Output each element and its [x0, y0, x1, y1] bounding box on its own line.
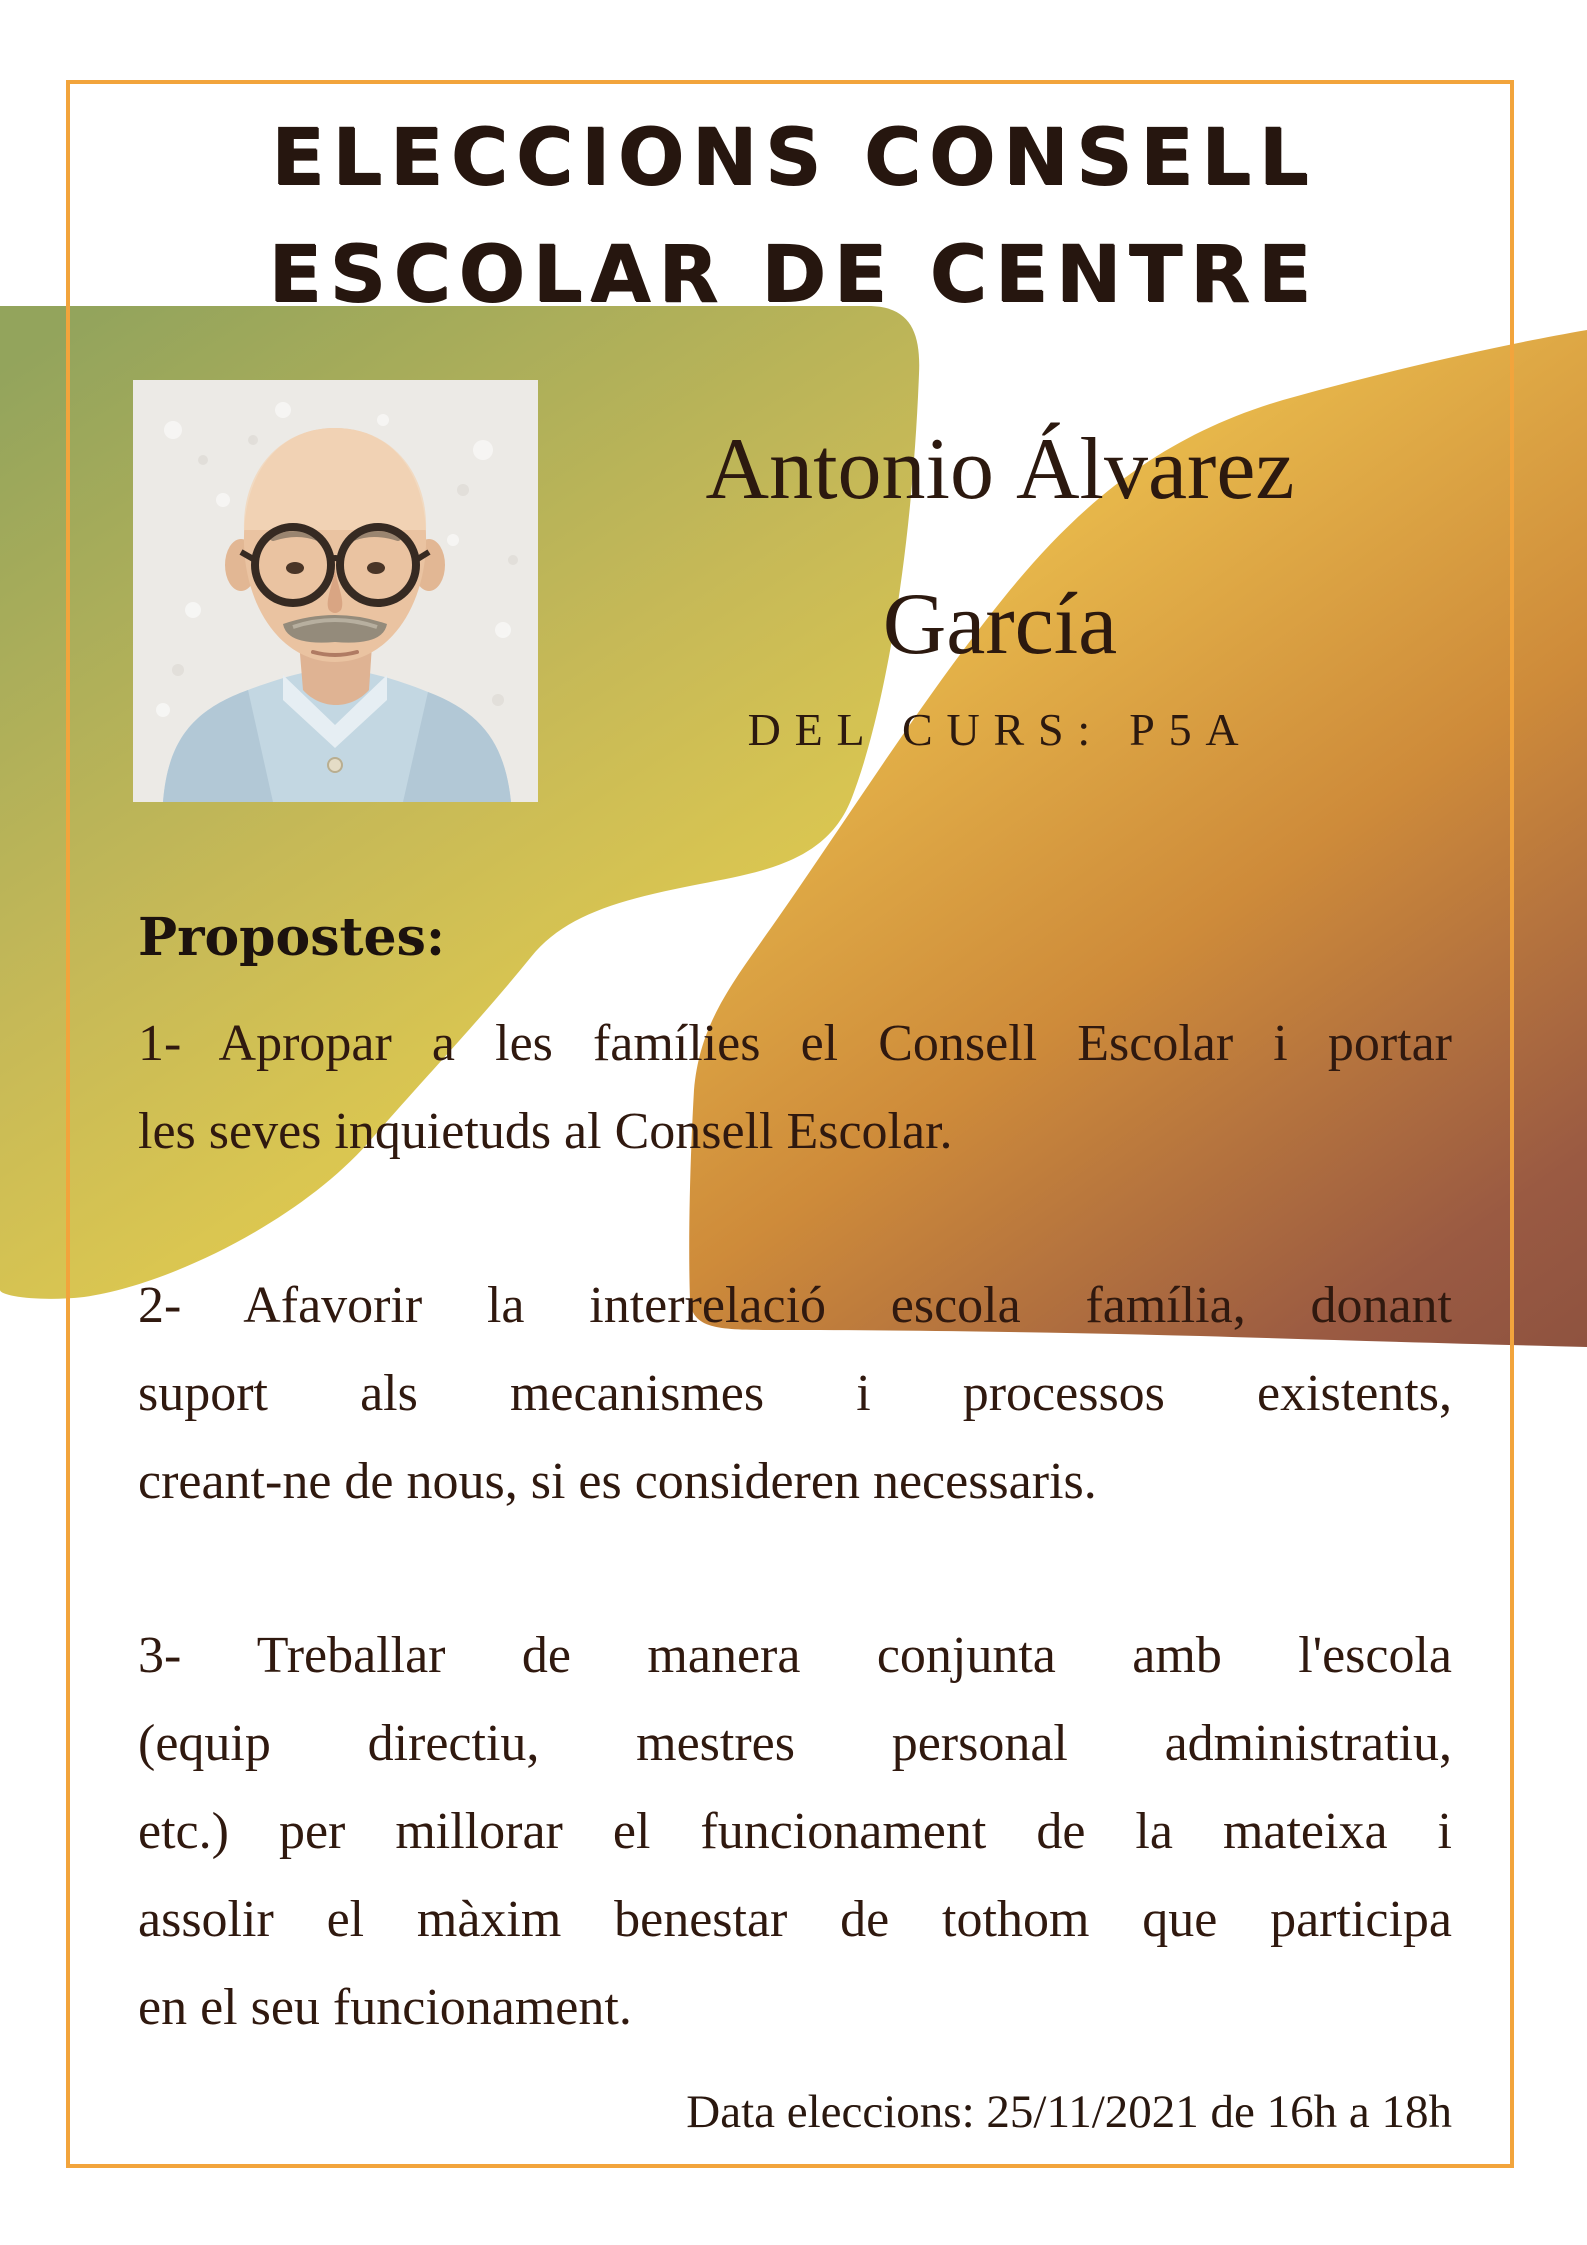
proposal-item-1: [138, 1000, 1452, 1176]
proposal-line: (equip directiu, mestres personal administratiu,: [138, 1715, 1452, 1772]
candidate-photo: [133, 380, 538, 802]
proposal-line: en el seu funcionament.: [138, 1979, 632, 2036]
candidate-name-line1: Antonio Álvarez: [705, 421, 1295, 518]
eye: [286, 562, 304, 574]
proposals-heading: Propostes:: [138, 907, 446, 968]
proposal-line: assolir el màxim benestar de tothom que participa: [138, 1891, 1452, 1948]
candidate-name: [540, 392, 1460, 702]
poster-title-line2: ESCOLAR DE CENTRE: [268, 230, 1319, 320]
proposal-line: 3- Treballar de manera conjunta amb l'escola: [138, 1627, 1452, 1684]
eye: [367, 562, 385, 574]
proposal-item-2: [138, 1262, 1452, 1526]
course-label: DEL CURS: P5A: [747, 704, 1253, 755]
candidate-name-line2: García: [882, 576, 1118, 673]
election-date: Data eleccions: 25/11/2021 de 16h a 18h: [686, 2086, 1452, 2138]
poster-title: [0, 100, 1587, 334]
proposal-line: 1- Apropar a les famílies el Consell Escolar i portar: [138, 1015, 1452, 1072]
poster-title-line1: ELECCIONS CONSELL: [271, 113, 1316, 203]
shirt-button: [328, 758, 342, 772]
proposal-item-3: [138, 1612, 1452, 2052]
proposal-line: les seves inquietuds al Consell Escolar.: [138, 1103, 953, 1160]
proposal-line: 2- Afavorir la interrelació escola família, donant: [138, 1277, 1452, 1334]
proposal-line: etc.) per millorar el funcionament de la mateixa i: [138, 1803, 1452, 1860]
proposal-line: creant-ne de nous, si es consideren necessaris.: [138, 1453, 1097, 1510]
proposal-line: suport als mecanismes i processos existents,: [138, 1365, 1452, 1422]
